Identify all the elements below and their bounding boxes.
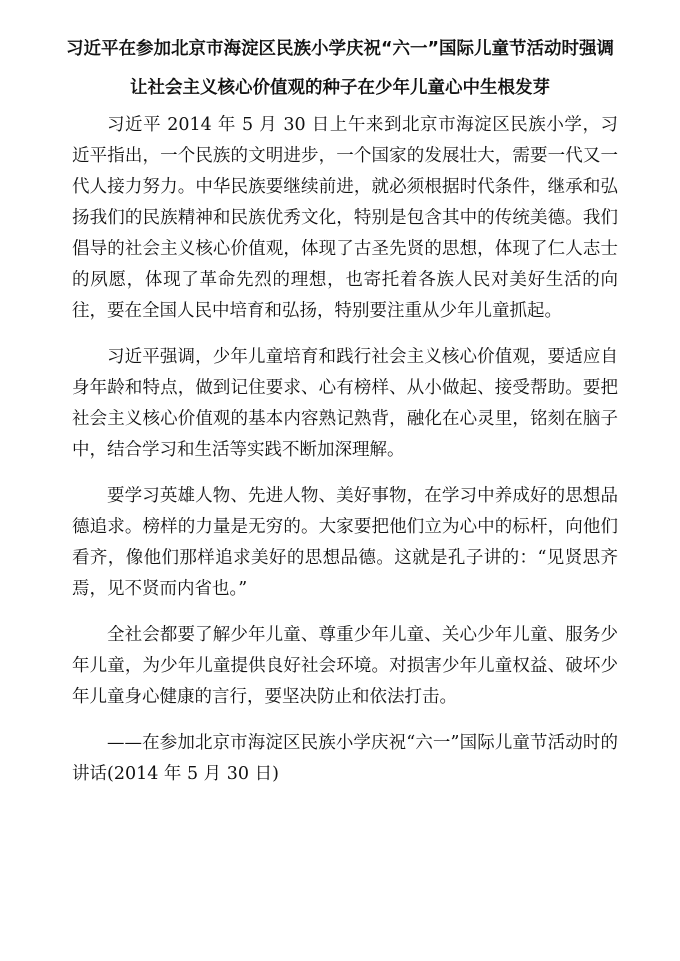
document-subtitle: 让社会主义核心价值观的种子在少年儿童心中生根发芽: [130, 78, 550, 98]
document-title: 习近平在参加北京市海淀区民族小学庆祝“六一”国际儿童节活动时强调: [65, 39, 614, 59]
source-attribution: ——在参加北京市海淀区民族小学庆祝“六一”国际儿童节活动时的讲话(2014 年 5 月 30 日): [72, 733, 618, 784]
paragraph-4: 全社会都要了解少年儿童、尊重少年儿童、关心少年儿童、服务少年儿童，为少年儿童提供良好社会环境。对损害少年儿童权益、破坏少年儿童身心健康的言行，要坚决防止和依法打击。: [72, 625, 618, 707]
paragraph-3: 要学习英雄人物、先进人物、美好事物，在学习中养成好的思想品德追求。榜样的力量是无穷的。大家要把他们立为心中的标杆，向他们看齐，像他们那样追求美好的思想品德。这就是孔子讲的：“见贤思齐焉，见不贤而内省也。”: [72, 486, 618, 599]
paragraph-2: 习近平强调，少年儿童培育和践行社会主义核心价值观，要适应自身年龄和特点，做到记住要求、心有榜样、从小做起、接受帮助。要把社会主义核心价值观的基本内容熟记熟背，融化在心灵里，铭刻在脑子中，结合学习和生活等实践不断加深理解。: [72, 347, 618, 460]
document-body: [72, 110, 618, 805]
paragraph-1: 习近平 2014 年 5 月 30 日上午来到北京市海淀区民族小学，习近平指出，一个民族的文明进步，一个国家的发展壮大，需要一代又一代人接力努力。中华民族要继续前进，就必须根据时代条件，继承和弘扬我们的民族精神和民族优秀文化，特别是包含其中的传统美德。我们倡导的社会主义核心价值观，体现了古圣先贤的思想，体现了仁人志士的夙愿，体现了革命先烈的理想，也寄托着各族人民对美好生活的向往，要在全国人民中培育和弘扬，特别要注重从少年儿童抓起。: [72, 115, 618, 321]
